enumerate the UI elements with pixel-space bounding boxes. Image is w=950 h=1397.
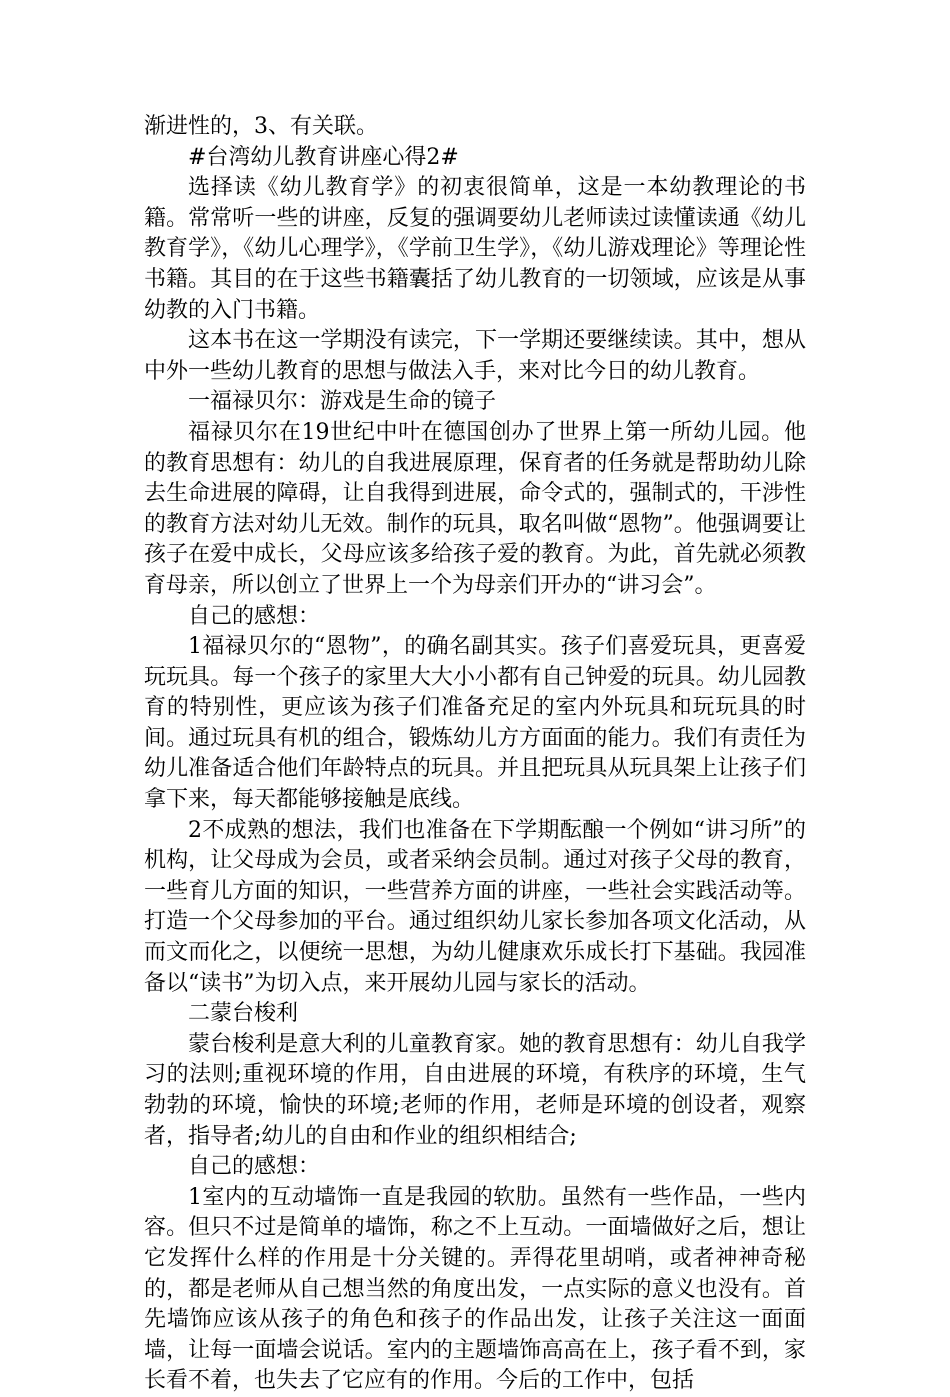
paragraph: 1福禄贝尔的“恩物”，的确名副其实。孩子们喜爱玩具，更喜爱玩玩具。每一个孩子的家里大大小小都有自己钟爱的玩具。幼儿园教育的特别性，更应该为孩子们准备充足的室内外玩具和玩玩具的时间。通过玩具有机的组合，锻炼幼儿方方面面的能力。我们有责任为幼儿准备适合他们年龄特点的玩具。并且把玩具从玩具架上让孩子们拿下来，每天都能够接触是底线。 [144,634,806,813]
paragraph: 2不成熟的想法，我们也准备在下学期酝酿一个例如“讲习所”的机构，让父母成为会员，或者采纳会员制。通过对孩子父母的教育，一些育儿方面的知识，一些营养方面的讲座，一些社会实践活动等。打造一个父母参加的平台。通过组织幼儿家长参加各项文化活动，从而文而化之，以便统一思想，为幼儿健康欢乐成长打下基础。我园准备以“读书”为切入点，来开展幼儿园与家长的活动。 [144,817,806,996]
document-body [144,112,806,1397]
paragraph: 选择读《幼儿教育学》的初衷很简单，这是一本幼教理论的书籍。常常听一些的讲座，反复的强调要幼儿老师读过读懂读通《幼儿教育学》，《幼儿心理学》，《学前卫生学》，《幼儿游戏理论》等理论性书籍。其目的在于这些书籍囊括了幼儿教育的一切领域，应该是从事幼教的入门书籍。 [144,175,806,323]
paragraph: 这本书在这一学期没有读完，下一学期还要继续读。其中，想从中外一些幼儿教育的思想与做法入手，来对比今日的幼儿教育。 [144,328,806,384]
paragraph: 蒙台梭利是意大利的儿童教育家。她的教育思想有：幼儿自我学习的法则;重视环境的作用，自由进展的环境，有秩序的环境，生气勃勃的环境，愉快的环境;老师的作用，老师是环境的创设者，观察者，指导者;幼儿的自由和作业的组织相结合; [144,1031,806,1149]
subheading-reflection: 自己的感想： [188,603,321,629]
subheading-reflection: 自己的感想： [188,1154,321,1180]
paragraph-continuation: 渐进性的，3、有关联。 [144,114,378,139]
paragraph: 1室内的互动墙饰一直是我园的软肋。虽然有一些作品，一些内容。但只不过是简单的墙饰，称之不上互动。一面墙做好之后，想让它发挥什么样的作用是十分关键的。弄得花里胡哨，或者神神奇秘的，都是老师从自己想当然的角度出发，一点实际的意义也没有。首先墙饰应该从孩子的角色和孩子的作品出发，让孩子关注这一面面墙，让每一面墙会说话。室内的主题墙饰高高在上，孩子看不到，家长看不着，也失去了它应有的作用。今后的工作中，包括 [144,1184,806,1394]
subheading-froebel: 一福禄贝尔：游戏是生命的镜子 [188,389,497,415]
paragraph: 福禄贝尔在19世纪中叶在德国创办了世界上第一所幼儿园。他的教育思想有：幼儿的自我进展原理，保育者的任务就是帮助幼儿除去生命进展的障碍，让自我得到进展，命令式的，强制式的，干涉性的教育方法对幼儿无效。制作的玩具，取名叫做“恩物”。他强调要让孩子在爱中成长，父母应该多给孩子爱的教育。为此，首先就必须教育母亲，所以创立了世界上一个为母亲们开办的“讲习会”。 [144,419,806,598]
subheading-montessori: 二蒙台梭利 [188,1001,299,1027]
section-heading: #台湾幼儿教育讲座心得2# [188,144,459,170]
